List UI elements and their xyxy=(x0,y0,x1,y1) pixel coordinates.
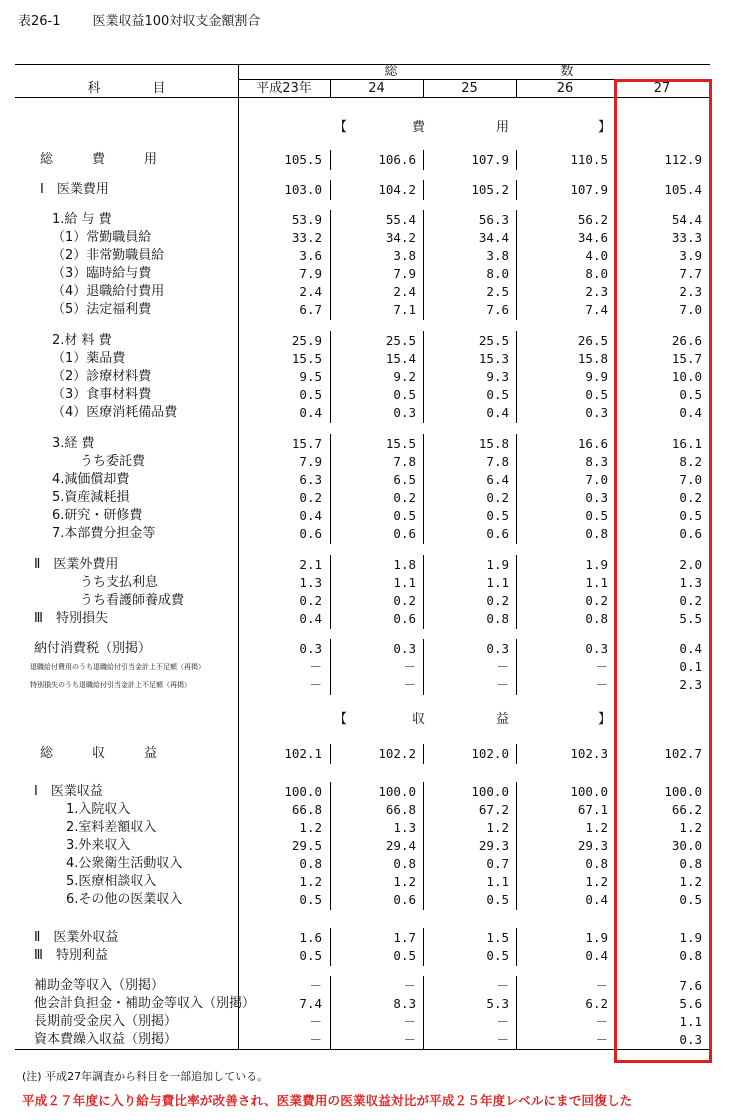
value-cell: 105.4 xyxy=(664,182,702,197)
row-label: 3.経 費 xyxy=(52,436,95,451)
value-cell: 0.3 xyxy=(585,641,608,656)
value-cell: 15.3 xyxy=(478,351,509,366)
row-label: 総 費 用 xyxy=(40,152,158,167)
value-cell: 1.1 xyxy=(679,1014,702,1029)
value-cell: 7.9 xyxy=(393,266,416,281)
value-cell: 54.4 xyxy=(671,212,702,227)
column-separator-segment xyxy=(516,180,517,200)
value-cell: 15.4 xyxy=(385,351,416,366)
value-cell: 1.9 xyxy=(585,557,608,572)
header-year-27: 27 xyxy=(653,81,671,96)
value-cell: 1.3 xyxy=(679,575,702,590)
value-cell: 66.8 xyxy=(291,802,322,817)
header-divider-lower xyxy=(15,97,710,98)
table-number: 表26-1 xyxy=(18,14,61,29)
header-kamoku: 科 目 xyxy=(87,81,166,96)
value-cell: 106.6 xyxy=(378,152,416,167)
value-cell: 34.4 xyxy=(478,230,509,245)
row-label: 5.資産減耗損 xyxy=(52,490,130,505)
value-cell: － xyxy=(403,1032,416,1047)
value-cell: 7.7 xyxy=(679,266,702,281)
value-cell: 1.3 xyxy=(299,575,322,590)
value-cell: 25.9 xyxy=(291,333,322,348)
column-separator-segment xyxy=(516,782,517,910)
column-separator-segment xyxy=(516,210,517,320)
value-cell: 7.0 xyxy=(679,302,702,317)
value-cell: 0.8 xyxy=(299,856,322,871)
value-cell: － xyxy=(496,659,509,674)
column-separator-segment xyxy=(423,210,424,320)
value-cell: 0.6 xyxy=(486,526,509,541)
value-cell: 16.6 xyxy=(577,436,608,451)
column-separator-segment xyxy=(423,782,424,910)
row-label: Ⅱ 医業外費用 xyxy=(34,557,119,572)
row-label: （2）診療材料費 xyxy=(52,369,152,384)
column-separator-segment xyxy=(330,210,331,320)
row-label: 総 収 益 xyxy=(40,746,158,761)
value-cell: 0.3 xyxy=(299,641,322,656)
value-cell: 0.5 xyxy=(486,387,509,402)
value-cell: 0.2 xyxy=(486,490,509,505)
row-label: 6.研究・研修費 xyxy=(52,508,143,523)
value-cell: 15.5 xyxy=(385,436,416,451)
value-cell: － xyxy=(496,978,509,993)
value-cell: 7.9 xyxy=(299,454,322,469)
row-label: （3）食事材料費 xyxy=(52,387,152,402)
table-bottom-border xyxy=(15,1049,710,1050)
value-cell: 10.0 xyxy=(671,369,702,384)
column-separator-segment xyxy=(423,744,424,764)
value-cell: 1.5 xyxy=(486,930,509,945)
column-separator-segment xyxy=(330,744,331,764)
value-cell: 1.6 xyxy=(299,930,322,945)
value-cell: 2.3 xyxy=(585,284,608,299)
row-label: Ⅲ 特別利益 xyxy=(34,948,108,963)
value-cell: 0.5 xyxy=(299,892,322,907)
column-separator-segment xyxy=(516,744,517,764)
value-cell: 7.0 xyxy=(585,472,608,487)
value-cell: 33.3 xyxy=(671,230,702,245)
value-cell: 2.4 xyxy=(393,284,416,299)
value-cell: 112.9 xyxy=(664,152,702,167)
value-cell: 0.3 xyxy=(393,405,416,420)
value-cell: 0.1 xyxy=(679,659,702,674)
value-cell: 0.6 xyxy=(299,526,322,541)
value-cell: 0.5 xyxy=(299,948,322,963)
value-cell: 0.3 xyxy=(585,405,608,420)
row-label: 納付消費税（別掲） xyxy=(34,641,152,656)
row-label: （4）医療消耗備品費 xyxy=(52,405,178,420)
table-title: 医業収益100対収支金額割合 xyxy=(92,14,261,29)
value-cell: 0.4 xyxy=(585,948,608,963)
value-cell: 6.3 xyxy=(299,472,322,487)
value-cell: 2.4 xyxy=(299,284,322,299)
value-cell: 100.0 xyxy=(664,784,702,799)
value-cell: － xyxy=(309,677,322,692)
header-year-25: 25 xyxy=(461,81,478,96)
column-separator-segment xyxy=(516,928,517,966)
value-cell: 9.9 xyxy=(585,369,608,384)
value-cell: 25.5 xyxy=(478,333,509,348)
value-cell: 7.1 xyxy=(393,302,416,317)
value-cell: 7.6 xyxy=(679,978,702,993)
value-cell: 26.5 xyxy=(577,333,608,348)
row-label: うち看護師養成費 xyxy=(80,593,185,608)
row-label: 2.材 料 費 xyxy=(52,333,112,348)
value-cell: 29.3 xyxy=(478,838,509,853)
value-cell: － xyxy=(309,1014,322,1029)
row-label: 7.本部費分担金等 xyxy=(52,526,156,541)
value-cell: 5.5 xyxy=(679,611,702,626)
value-cell: － xyxy=(595,978,608,993)
value-cell: 2.3 xyxy=(679,677,702,692)
value-cell: 0.5 xyxy=(393,508,416,523)
value-cell: 6.4 xyxy=(486,472,509,487)
value-cell: 0.4 xyxy=(299,611,322,626)
column-separator-segment xyxy=(423,434,424,544)
value-cell: 0.7 xyxy=(486,856,509,871)
value-cell: 0.8 xyxy=(585,526,608,541)
row-label: うち委託費 xyxy=(80,454,146,469)
value-cell: 0.4 xyxy=(486,405,509,420)
revenue-label: 収 益 xyxy=(412,712,511,727)
row-label: （4）退職給付費用 xyxy=(52,284,165,299)
column-separator-segment xyxy=(330,976,331,1050)
value-cell: 0.8 xyxy=(393,856,416,871)
row-label: （5）法定福利費 xyxy=(52,302,152,317)
value-cell: 0.2 xyxy=(299,593,322,608)
value-cell: 29.4 xyxy=(385,838,416,853)
bracket-open: 【 xyxy=(334,712,348,727)
value-cell: 7.4 xyxy=(585,302,608,317)
value-cell: 0.5 xyxy=(585,508,608,523)
value-cell: 1.2 xyxy=(679,820,702,835)
value-cell: 102.0 xyxy=(471,746,509,761)
row-label: 4.公衆衛生活動収入 xyxy=(66,856,183,871)
value-cell: 0.8 xyxy=(679,948,702,963)
value-cell: 102.1 xyxy=(284,746,322,761)
value-cell: 2.0 xyxy=(679,557,702,572)
column-separator-segment xyxy=(330,928,331,966)
value-cell: 105.5 xyxy=(284,152,322,167)
footnote: (注) 平成27年調査から科目を一部追加している。 xyxy=(22,1070,269,1083)
row-label: 資本費繰入収益（別掲） xyxy=(34,1032,178,1047)
value-cell: － xyxy=(496,677,509,692)
table-caption xyxy=(18,10,260,29)
value-cell: 15.7 xyxy=(671,351,702,366)
row-label: （1）常勤職員給 xyxy=(52,230,152,245)
value-cell: 107.9 xyxy=(570,182,608,197)
value-cell: 3.8 xyxy=(486,248,509,263)
value-cell: 0.5 xyxy=(679,387,702,402)
column-separator-segment xyxy=(330,180,331,200)
value-cell: 1.2 xyxy=(585,874,608,889)
column-separator-segment xyxy=(330,555,331,629)
value-cell: 0.8 xyxy=(585,856,608,871)
row-label: 長期前受金戻入（別掲） xyxy=(34,1014,178,1029)
value-cell: 0.2 xyxy=(486,593,509,608)
value-cell: 7.8 xyxy=(486,454,509,469)
value-cell: 15.8 xyxy=(478,436,509,451)
value-cell: 16.1 xyxy=(671,436,702,451)
value-cell: 8.2 xyxy=(679,454,702,469)
value-cell: － xyxy=(595,677,608,692)
value-cell: 3.6 xyxy=(299,248,322,263)
value-cell: 0.4 xyxy=(679,641,702,656)
value-cell: 67.2 xyxy=(478,802,509,817)
value-cell: 33.2 xyxy=(291,230,322,245)
value-cell: 6.5 xyxy=(393,472,416,487)
value-cell: 0.3 xyxy=(679,1032,702,1047)
value-cell: 0.5 xyxy=(393,387,416,402)
value-cell: 0.5 xyxy=(486,508,509,523)
column-separator-segment xyxy=(330,639,331,695)
value-cell: 5.6 xyxy=(679,996,702,1011)
value-cell: 7.6 xyxy=(486,302,509,317)
header-year-23: 平成23年 xyxy=(256,81,312,96)
column-separator-segment xyxy=(423,928,424,966)
value-cell: － xyxy=(309,978,322,993)
row-label: 他会計負担金・補助金等収入（別掲） xyxy=(34,996,256,1011)
value-cell: － xyxy=(309,659,322,674)
column-separator-segment xyxy=(423,180,424,200)
value-cell: 105.2 xyxy=(471,182,509,197)
row-label: （2）非常勤職員給 xyxy=(52,248,165,263)
value-cell: 0.8 xyxy=(486,611,509,626)
value-cell: 0.2 xyxy=(393,490,416,505)
value-cell: 3.8 xyxy=(393,248,416,263)
value-cell: 1.2 xyxy=(393,874,416,889)
value-cell: 7.8 xyxy=(393,454,416,469)
value-cell: 29.5 xyxy=(291,838,322,853)
value-cell: 0.2 xyxy=(679,593,702,608)
value-cell: 66.2 xyxy=(671,802,702,817)
column-separator-segment xyxy=(423,331,424,423)
value-cell: 29.3 xyxy=(577,838,608,853)
column-separator-segment xyxy=(330,331,331,423)
row-label: うち支払利息 xyxy=(80,575,159,590)
header-year-26: 26 xyxy=(556,81,574,96)
value-cell: 1.1 xyxy=(393,575,416,590)
bracket-close: 】 xyxy=(598,712,612,727)
value-cell: 0.2 xyxy=(393,593,416,608)
value-cell: 0.8 xyxy=(679,856,702,871)
value-cell: 56.3 xyxy=(478,212,509,227)
value-cell: 1.3 xyxy=(393,820,416,835)
column-separator-segment xyxy=(423,555,424,629)
row-label: 1.入院収入 xyxy=(66,802,131,817)
column-separator-segment xyxy=(516,976,517,1050)
row-label: 2.室料差額収入 xyxy=(66,820,157,835)
highlight-box-27 xyxy=(614,79,712,1063)
value-cell: 0.2 xyxy=(679,490,702,505)
headline-annotation: 平成２７年度に入り給与費比率が改善され、医業費用の医業収益対比が平成２５年度レベルにまで回復した xyxy=(22,1093,633,1108)
value-cell: 30.0 xyxy=(671,838,702,853)
column-separator-segment xyxy=(423,150,424,170)
value-cell: － xyxy=(595,659,608,674)
value-cell: 0.2 xyxy=(299,490,322,505)
expense-label: 費 用 xyxy=(412,120,511,135)
value-cell: 1.9 xyxy=(679,930,702,945)
value-cell: 0.6 xyxy=(679,526,702,541)
value-cell: 26.6 xyxy=(671,333,702,348)
value-cell: 1.2 xyxy=(486,820,509,835)
value-cell: 110.5 xyxy=(570,152,608,167)
value-cell: 0.4 xyxy=(679,405,702,420)
column-separator-segment xyxy=(516,150,517,170)
value-cell: 0.6 xyxy=(393,892,416,907)
row-label: 補助金等収入（別掲） xyxy=(34,978,165,993)
value-cell: 8.0 xyxy=(486,266,509,281)
value-cell: 1.1 xyxy=(486,575,509,590)
value-cell: 7.0 xyxy=(679,472,702,487)
row-label: Ⅱ 医業外収益 xyxy=(34,930,119,945)
value-cell: 102.7 xyxy=(664,746,702,761)
column-separator-segment xyxy=(423,976,424,1050)
header-sou: 総 xyxy=(384,64,398,79)
value-cell: 1.1 xyxy=(585,575,608,590)
value-cell: 4.0 xyxy=(585,248,608,263)
value-cell: 34.2 xyxy=(385,230,416,245)
value-cell: 0.5 xyxy=(679,892,702,907)
value-cell: 15.7 xyxy=(291,436,322,451)
value-cell: 100.0 xyxy=(471,784,509,799)
row-label: 特別損失のうち退職給付引当金計上不足額（再掲） xyxy=(30,681,191,689)
value-cell: － xyxy=(496,1014,509,1029)
column-separator-segment xyxy=(516,639,517,695)
row-label: 退職給付費用のうち退職給付引当金計上不足額（再掲） xyxy=(30,663,205,671)
value-cell: 100.0 xyxy=(570,784,608,799)
value-cell: 103.0 xyxy=(284,182,322,197)
header-suu: 数 xyxy=(560,64,574,79)
row-label: 5.医療相談収入 xyxy=(66,874,157,889)
value-cell: 0.3 xyxy=(393,641,416,656)
value-cell: 6.7 xyxy=(299,302,322,317)
value-cell: 0.5 xyxy=(393,948,416,963)
value-cell: 1.1 xyxy=(486,874,509,889)
value-cell: 7.4 xyxy=(299,996,322,1011)
value-cell: 56.2 xyxy=(577,212,608,227)
row-label: Ⅰ 医業収益 xyxy=(34,784,103,799)
value-cell: 107.9 xyxy=(471,152,509,167)
row-label: Ⅰ 医業費用 xyxy=(40,182,109,197)
value-cell: 15.5 xyxy=(291,351,322,366)
value-cell: 0.4 xyxy=(299,508,322,523)
value-cell: 0.6 xyxy=(393,611,416,626)
value-cell: 0.5 xyxy=(585,387,608,402)
value-cell: 2.1 xyxy=(299,557,322,572)
value-cell: 0.5 xyxy=(486,892,509,907)
value-cell: 1.9 xyxy=(585,930,608,945)
table-top-border xyxy=(15,64,710,65)
value-cell: 0.5 xyxy=(486,948,509,963)
column-separator-segment xyxy=(516,555,517,629)
value-cell: 6.2 xyxy=(585,996,608,1011)
row-label: 3.外来収入 xyxy=(66,838,131,853)
value-cell: 7.9 xyxy=(299,266,322,281)
value-cell: 3.9 xyxy=(679,248,702,263)
value-cell: 100.0 xyxy=(378,784,416,799)
bracket-open: 【 xyxy=(334,120,348,135)
column-separator-segment xyxy=(423,639,424,695)
row-label: Ⅲ 特別損失 xyxy=(34,611,108,626)
value-cell: 1.2 xyxy=(679,874,702,889)
value-cell: 0.5 xyxy=(679,508,702,523)
value-cell: 25.5 xyxy=(385,333,416,348)
column-separator-segment xyxy=(330,782,331,910)
value-cell: 1.8 xyxy=(393,557,416,572)
value-cell: 2.5 xyxy=(486,284,509,299)
value-cell: 8.3 xyxy=(585,454,608,469)
value-cell: 1.2 xyxy=(299,820,322,835)
value-cell: － xyxy=(595,1032,608,1047)
value-cell: 8.0 xyxy=(585,266,608,281)
value-cell: 9.5 xyxy=(299,369,322,384)
value-cell: 0.3 xyxy=(486,641,509,656)
value-cell: 0.4 xyxy=(299,405,322,420)
column-separator-segment xyxy=(330,434,331,544)
value-cell: 53.9 xyxy=(291,212,322,227)
value-cell: － xyxy=(309,1032,322,1047)
row-label: 1.給 与 費 xyxy=(52,212,112,227)
value-cell: 0.4 xyxy=(585,892,608,907)
value-cell: 0.3 xyxy=(585,490,608,505)
value-cell: 0.2 xyxy=(585,593,608,608)
value-cell: 1.7 xyxy=(393,930,416,945)
value-cell: 0.5 xyxy=(299,387,322,402)
value-cell: － xyxy=(403,677,416,692)
value-cell: 67.1 xyxy=(577,802,608,817)
row-label: （3）臨時給与費 xyxy=(52,266,152,281)
value-cell: 15.8 xyxy=(577,351,608,366)
value-cell: － xyxy=(595,1014,608,1029)
value-cell: － xyxy=(403,978,416,993)
value-cell: 55.4 xyxy=(385,212,416,227)
value-cell: 9.2 xyxy=(393,369,416,384)
value-cell: 2.3 xyxy=(679,284,702,299)
value-cell: 5.3 xyxy=(486,996,509,1011)
column-separator-segment xyxy=(516,331,517,423)
row-label: 6.その他の医業収入 xyxy=(66,892,183,907)
value-cell: 1.2 xyxy=(299,874,322,889)
value-cell: 9.3 xyxy=(486,369,509,384)
value-cell: 1.9 xyxy=(486,557,509,572)
value-cell: 1.2 xyxy=(585,820,608,835)
value-cell: 100.0 xyxy=(284,784,322,799)
row-label: （1）薬品費 xyxy=(52,351,126,366)
bracket-close: 】 xyxy=(598,120,612,135)
column-separator-segment xyxy=(516,434,517,544)
value-cell: － xyxy=(403,659,416,674)
value-cell: 102.2 xyxy=(378,746,416,761)
value-cell: 66.8 xyxy=(385,802,416,817)
value-cell: 8.3 xyxy=(393,996,416,1011)
value-cell: 34.6 xyxy=(577,230,608,245)
value-cell: － xyxy=(496,1032,509,1047)
row-label: 4.減価償却費 xyxy=(52,472,130,487)
header-year-24: 24 xyxy=(368,81,385,96)
value-cell: 104.2 xyxy=(378,182,416,197)
value-cell: 0.8 xyxy=(585,611,608,626)
value-cell: － xyxy=(403,1014,416,1029)
value-cell: 102.3 xyxy=(570,746,608,761)
column-separator-segment xyxy=(330,150,331,170)
value-cell: 0.6 xyxy=(393,526,416,541)
